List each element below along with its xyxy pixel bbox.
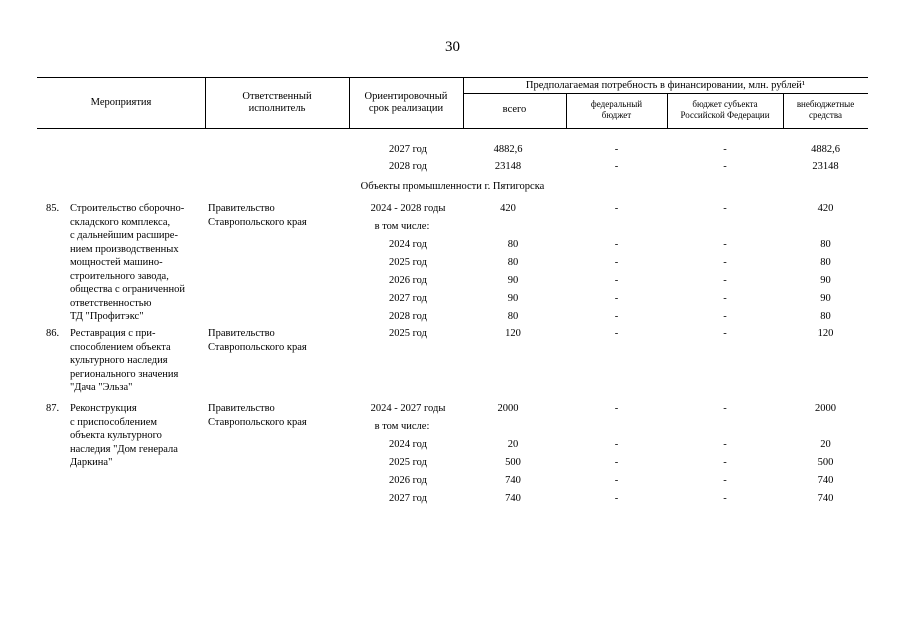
federal-cell: -	[614, 203, 619, 214]
extra-cell: 740	[817, 475, 834, 486]
item-executor: Правительство Ставропольского края	[208, 328, 307, 353]
extra-cell: 23148	[812, 161, 839, 172]
table-top-rule	[37, 77, 868, 78]
extra-cell: 20	[820, 439, 831, 450]
total-cell: 90	[507, 293, 519, 304]
extra-cell: 120	[817, 328, 834, 339]
federal-cell: -	[614, 311, 619, 322]
header-funding-group: Предполагаемая потребность в финансировании, млн. рублей¹	[525, 80, 806, 91]
header-extra: внебюджетные средства	[796, 99, 855, 120]
federal-cell: -	[614, 328, 619, 339]
extra-cell: 740	[817, 493, 834, 504]
term-cell: 2025 год	[389, 328, 427, 339]
term-cell: 2027 год	[389, 493, 427, 504]
total-cell: 20	[507, 439, 519, 450]
header-term: Ориентировочный срок реализации	[364, 91, 448, 114]
total-cell: 740	[505, 475, 521, 486]
federal-cell: -	[614, 239, 619, 250]
regional-cell: -	[723, 239, 727, 250]
extra-cell: 500	[817, 457, 834, 468]
total-cell: 80	[507, 257, 519, 268]
federal-cell: -	[614, 457, 619, 468]
term-cell: 2028 год	[389, 311, 427, 322]
header-federal: федеральный бюджет	[590, 99, 643, 120]
total-cell: 80	[507, 311, 519, 322]
term-cell: 2024 год	[389, 239, 427, 250]
regional-cell: -	[723, 161, 727, 172]
header-total: всего	[502, 104, 527, 115]
term-cell: 2025 год	[389, 457, 427, 468]
federal-cell: -	[614, 475, 619, 486]
extra-cell: 90	[820, 275, 831, 286]
funding-group-rule	[463, 93, 868, 94]
term-cell: 2024 год	[389, 439, 427, 450]
item-number: 85.	[46, 203, 60, 214]
total-cell: 23148	[494, 161, 522, 172]
regional-cell: -	[723, 328, 727, 339]
section-title: Объекты промышленности г. Пятигорска	[360, 181, 545, 192]
extra-cell: 80	[820, 257, 831, 268]
regional-cell: -	[723, 457, 727, 468]
extra-cell: 2000	[815, 403, 836, 414]
total-cell: 2000	[497, 403, 519, 414]
extra-cell: 80	[820, 239, 831, 250]
total-cell: 90	[507, 275, 519, 286]
term-cell: в том числе:	[374, 221, 430, 232]
regional-cell: -	[723, 439, 727, 450]
extra-cell: 4882,6	[811, 144, 840, 155]
term-cell: 2028 год	[389, 161, 427, 172]
regional-cell: -	[723, 493, 727, 504]
item-executor: Правительство Ставропольского края	[208, 203, 307, 228]
term-cell: 2027 год	[389, 144, 427, 155]
term-cell: в том числе:	[374, 421, 430, 432]
regional-cell: -	[723, 475, 727, 486]
item-number: 86.	[46, 328, 60, 339]
term-cell: 2024 - 2027 годы	[370, 403, 446, 414]
regional-cell: -	[723, 203, 727, 214]
header-executor: Ответственный исполнитель	[242, 91, 312, 114]
total-cell: 4882,6	[493, 144, 523, 155]
federal-cell: -	[614, 257, 619, 268]
term-cell: 2025 год	[389, 257, 427, 268]
item-measure: Реставрация с при- способлением объекта культурного наследия регионального значения "Дача "Эльза"	[70, 328, 179, 393]
regional-cell: -	[723, 257, 727, 268]
regional-cell: -	[723, 293, 727, 304]
federal-cell: -	[614, 144, 619, 155]
item-measure: Реконструкция с приспособлением объекта культурного наследия "Дом генерала Даркина"	[70, 403, 178, 468]
regional-cell: -	[723, 403, 727, 414]
total-cell: 420	[500, 203, 516, 214]
header-bottom-rule	[37, 128, 868, 129]
federal-cell: -	[614, 493, 619, 504]
total-cell: 500	[505, 457, 521, 468]
extra-cell: 90	[820, 293, 831, 304]
item-executor: Правительство Ставропольского края	[208, 403, 307, 428]
item-measure: Строительство сборочно- складского комплекса, с дальнейшим расшире- нием производственных мощностей машино- строительного завода, общества с ограниченной ответственностью ТД "Профитэкс"	[70, 203, 185, 322]
term-cell: 2027 год	[389, 293, 427, 304]
regional-cell: -	[723, 311, 727, 322]
total-cell: 120	[505, 328, 521, 339]
regional-cell: -	[723, 275, 727, 286]
federal-cell: -	[614, 293, 619, 304]
regional-cell: -	[723, 144, 727, 155]
item-number: 87.	[46, 403, 60, 414]
page-number: 30	[445, 39, 460, 55]
federal-cell: -	[614, 439, 619, 450]
term-cell: 2026 год	[389, 475, 427, 486]
term-cell: 2026 год	[389, 275, 427, 286]
federal-cell: -	[614, 161, 619, 172]
term-cell: 2024 - 2028 годы	[370, 203, 446, 214]
federal-cell: -	[614, 403, 619, 414]
federal-cell: -	[614, 275, 619, 286]
header-measures: Мероприятия	[90, 97, 152, 108]
total-cell: 80	[507, 239, 519, 250]
total-cell: 740	[505, 493, 521, 504]
extra-cell: 80	[820, 311, 831, 322]
extra-cell: 420	[817, 203, 834, 214]
header-regional: бюджет субъекта Российской Федерации	[680, 99, 770, 120]
